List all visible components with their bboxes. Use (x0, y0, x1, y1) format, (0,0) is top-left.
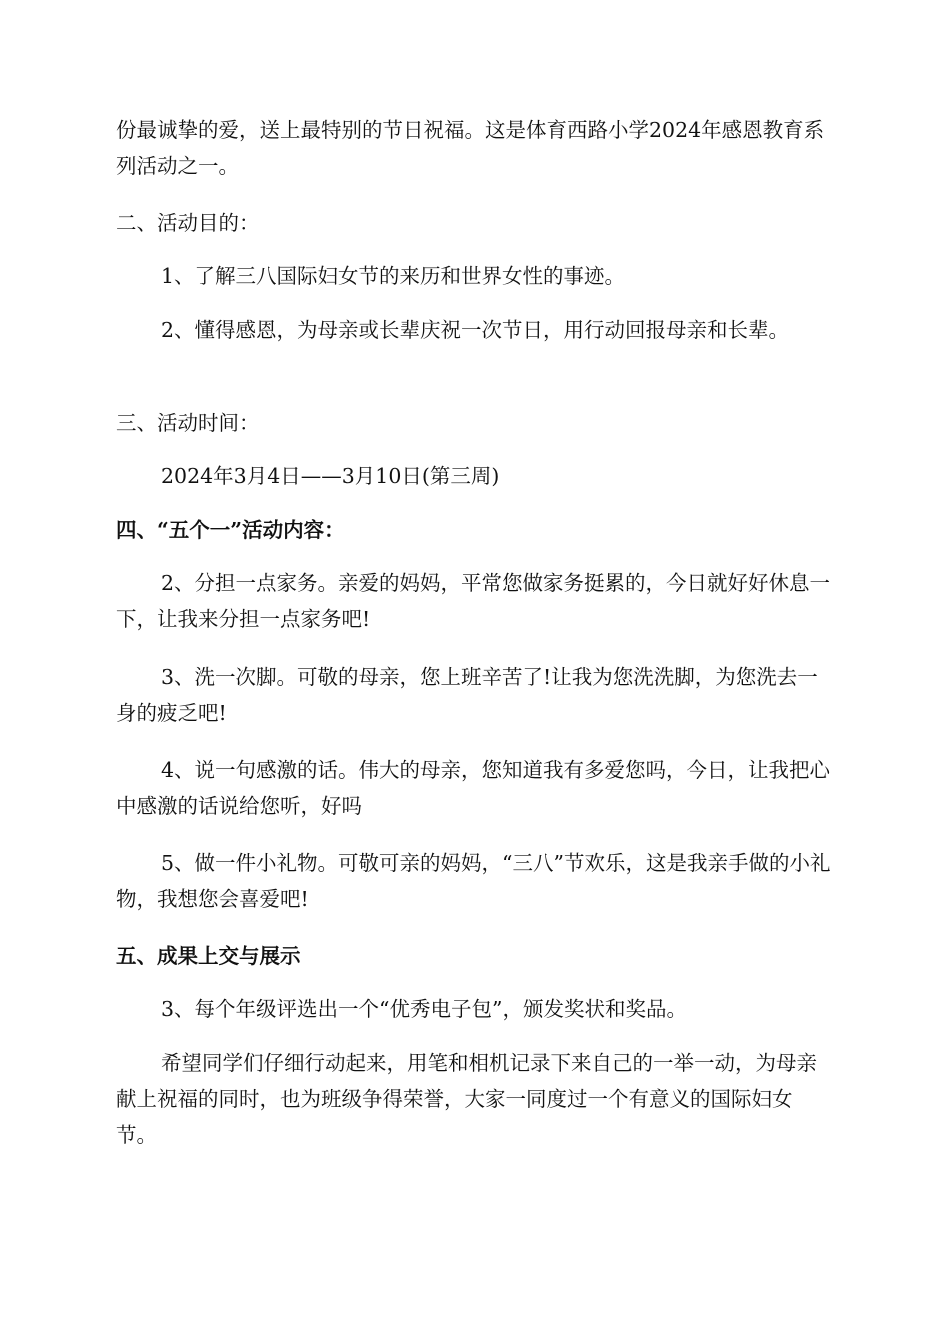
section2-item-1: 1、了解三八国际妇女节的来历和世界女性的事迹。 (161, 264, 626, 288)
section3-heading: 三、活动时间： (116, 411, 260, 435)
intro-continuation-paragraph: 份最诚挚的爱，送上最特别的节日祝福。这是体育西路小学2024年感恩教育系列活动之一。 (116, 118, 825, 178)
section5-heading: 五、成果上交与展示 (116, 944, 301, 968)
section2-item-2: 2、懂得感恩，为母亲或长辈庆祝一次节日，用行动回报母亲和长辈。 (161, 318, 790, 342)
section4-heading: 四、“五个一”活动内容： (116, 518, 345, 542)
section4-item-5: 5、做一件小礼物。可敬可亲的妈妈，“三八”节欢乐，这是我亲手做的小礼物，我想您会喜爱吧! (116, 851, 831, 911)
section4-item-3: 3、洗一次脚。可敬的母亲，您上班辛苦了!让我为您洗洗脚，为您洗去一身的疲乏吧! (116, 665, 818, 725)
section3-date: 2024年3月4日——3月10日(第三周) (161, 464, 500, 488)
section4-item-2: 2、分担一点家务。亲爱的妈妈，平常您做家务挺累的，今日就好好休息一下，让我来分担一点家务吧! (116, 571, 831, 631)
section4-item-4: 4、说一句感激的话。伟大的母亲，您知道我有多爱您吗，今日，让我把心中感激的话说给您听，好吗 (116, 758, 831, 818)
section2-heading: 二、活动目的： (116, 211, 260, 235)
section5-item-3: 3、每个年级评选出一个“优秀电子包”，颁发奖状和奖品。 (161, 997, 688, 1021)
closing-paragraph: 希望同学们仔细行动起来，用笔和相机记录下来自己的一举一动，为母亲献上祝福的同时，也为班级争得荣誉，大家一同度过一个有意义的国际妇女节。 (116, 1051, 817, 1147)
